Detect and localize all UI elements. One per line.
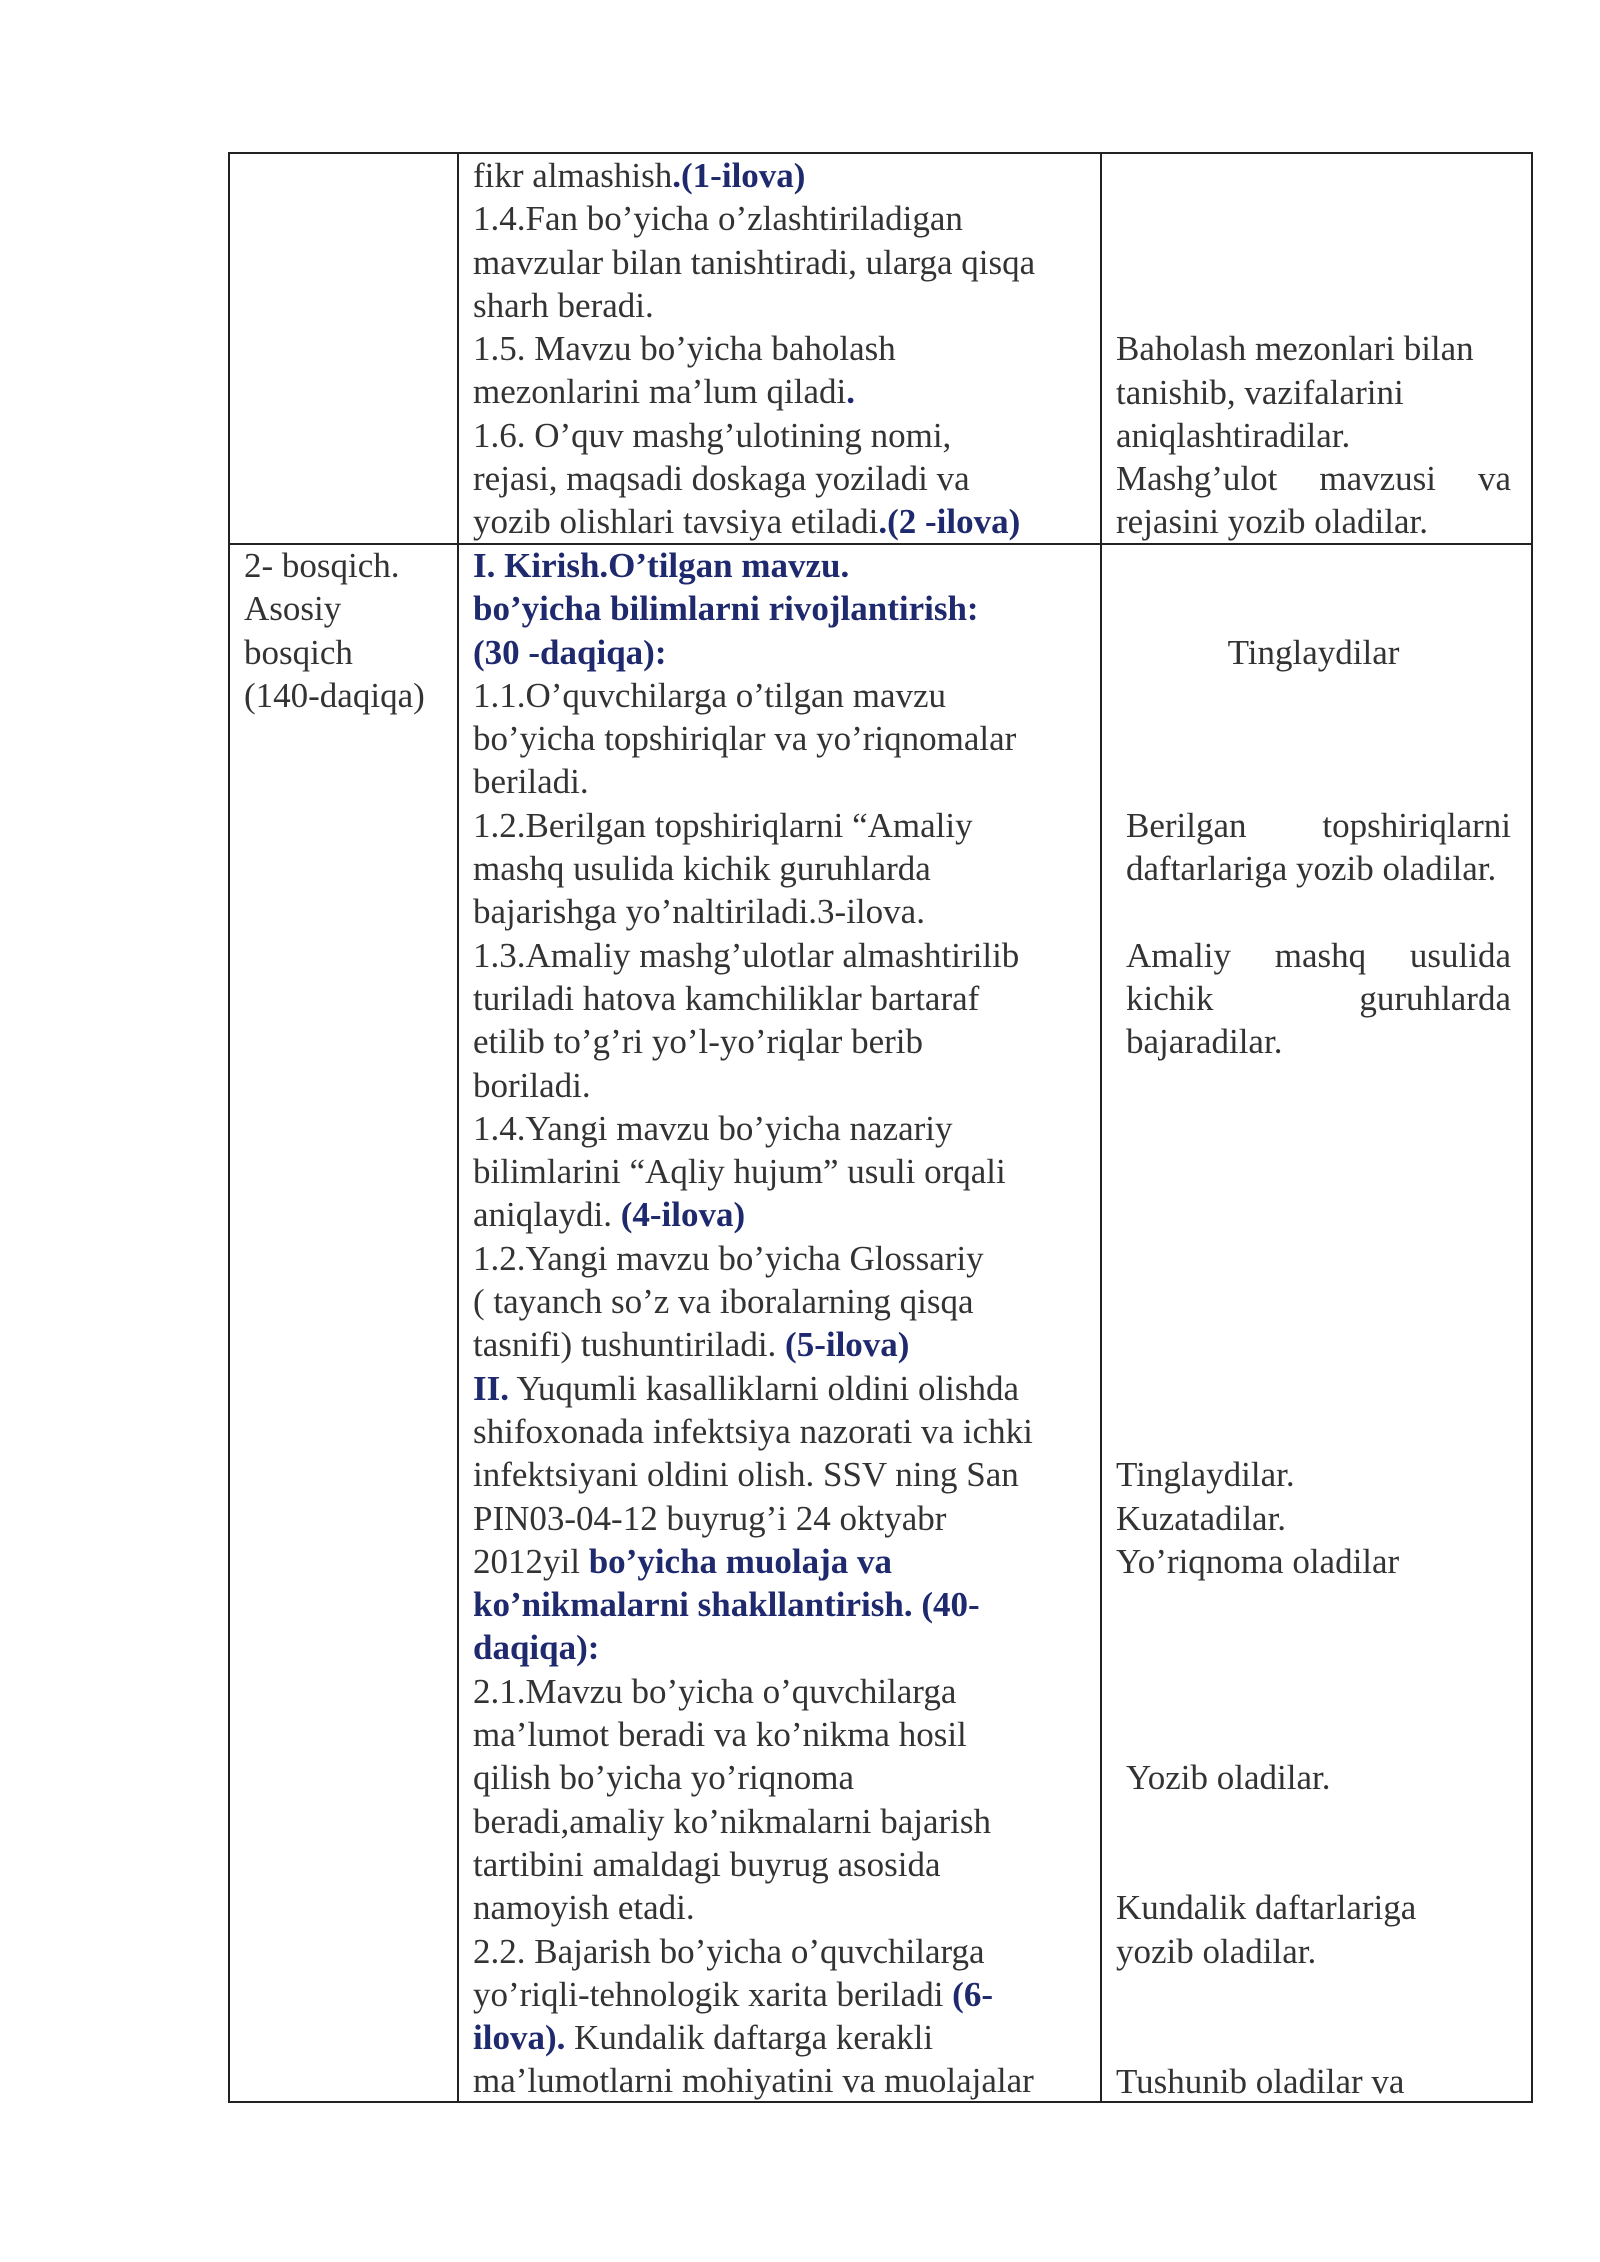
text-line xyxy=(473,1886,1103,1929)
text-line xyxy=(473,241,1103,284)
text: 2012yil xyxy=(473,1541,589,1581)
text: Yuqumli kasalliklarni oldini olishda xyxy=(509,1368,1020,1408)
text-line xyxy=(473,1107,1103,1150)
text-line xyxy=(473,1626,1103,1669)
text: 1.2.Yangi mavzu bo’yicha Glossariy xyxy=(473,1238,984,1278)
activity-text: rejasini yozib oladilar. xyxy=(1116,502,1428,542)
text-line xyxy=(473,1540,1103,1583)
bold-text: bo’yicha bilimlarni rivojlantirish: xyxy=(473,589,979,629)
activity-text: Yo’riqnoma oladilar xyxy=(1116,1541,1400,1581)
text-line xyxy=(473,327,1103,370)
bold-text: I. Kirish.O’tilgan mavzu. xyxy=(473,546,850,585)
bold-text: (6- xyxy=(952,1974,993,2014)
text: yozib olishlari tavsiya etiladi xyxy=(473,502,879,542)
text-line xyxy=(473,1930,1103,1973)
text: fikr almashish xyxy=(473,156,673,195)
text-line xyxy=(473,1064,1103,1107)
text: rejasi, maqsadi doskaga yoziladi va xyxy=(473,459,970,499)
text-line xyxy=(473,1193,1103,1236)
text-line xyxy=(473,890,1103,933)
text-line xyxy=(473,1410,1103,1453)
lesson-plan-table xyxy=(228,152,1533,2103)
text: shifoxonada infektsiya nazorati va ichki xyxy=(473,1411,1033,1451)
text: yo’riqli-tehnologik xarita beriladi xyxy=(473,1974,953,2014)
activity-text: Amaliy mashq usulida xyxy=(1126,935,1511,975)
text-line xyxy=(473,1237,1103,1280)
text-line xyxy=(473,760,1103,803)
text: 1.1.O’quvchilarga o’tilgan mavzu xyxy=(473,675,947,715)
row2-content-cell xyxy=(473,544,1103,2103)
text-line xyxy=(473,2059,1103,2102)
text: namoyish etadi. xyxy=(473,1888,695,1928)
text: mezonlarini ma’lum qiladi xyxy=(473,372,847,412)
text: beradi,amaliy ko’nikmalarni bajarish xyxy=(473,1801,992,1841)
text-line xyxy=(473,370,1103,413)
text: mavzular bilan tanishtiradi, ularga qisqa xyxy=(473,242,1036,282)
bold-text: II. xyxy=(473,1368,509,1408)
text: 1.6. O’quv mashg’ulotining nomi, xyxy=(473,415,952,455)
stage-text-line: (140-daqiqa) xyxy=(244,675,425,715)
text-line xyxy=(473,1756,1103,1799)
text-line xyxy=(473,1453,1103,1496)
text: tasnifi) tushuntiriladi. xyxy=(473,1325,786,1365)
bold-text: (30 -daqiqa): xyxy=(473,632,667,672)
text-line xyxy=(473,1367,1103,1410)
text: 1.2.Berilgan topshiriqlarni “Amaliy xyxy=(473,805,973,845)
text: bajarishga yo’naltiriladi.3-ilova. xyxy=(473,892,925,932)
activity-text: Berilgan topshiriqlarni xyxy=(1126,805,1511,845)
row1-content-cell xyxy=(473,154,1103,544)
text-line xyxy=(473,2016,1103,2059)
text: bo’yicha topshiriqlar va yo’riqnomalar xyxy=(473,719,1017,759)
activity-text: yozib oladilar. xyxy=(1116,1931,1317,1971)
stage-text-line: bosqich xyxy=(244,632,353,672)
text-line xyxy=(473,1583,1103,1626)
text-line xyxy=(473,1280,1103,1323)
activity-text: Kundalik daftarlariga xyxy=(1116,1888,1417,1928)
text: bilimlarini “Aqliy hujum” usuli orqali xyxy=(473,1152,1006,1192)
bold-text: daqiqa): xyxy=(473,1628,600,1668)
text: 1.5. Mavzu bo’yicha baholash xyxy=(473,329,896,369)
bold-text: ilova). xyxy=(473,2018,566,2058)
column-divider-1 xyxy=(457,154,459,2101)
text-line xyxy=(473,1800,1103,1843)
text-line xyxy=(473,154,1103,197)
activity-text: aniqlashtiradilar. xyxy=(1116,415,1351,455)
activity-text: Yozib oladilar. xyxy=(1126,1758,1331,1798)
text-line xyxy=(473,1497,1103,1540)
text: aniqlaydi. xyxy=(473,1195,621,1235)
activity-text: kichik guruhlarda xyxy=(1126,979,1511,1018)
text: 2.2. Bajarish bo’yicha o’quvchilarga xyxy=(473,1931,985,1971)
text-line xyxy=(473,284,1103,327)
activity-text: Tinglaydilar. xyxy=(1116,1455,1295,1495)
bold-text: . xyxy=(846,372,855,412)
text: 1.3.Amaliy mashg’ulotlar almashtirilib xyxy=(473,935,1020,975)
text-line xyxy=(473,717,1103,760)
activity-text: daftarlariga yozib oladilar. xyxy=(1126,849,1497,889)
text-line xyxy=(473,847,1103,890)
text: ( tayanch so’z va iboralarning qisqa xyxy=(473,1282,974,1322)
text: ma’lumot beradi va ko’nikma hosil xyxy=(473,1715,967,1755)
text: mashq usulida kichik guruhlarda xyxy=(473,849,931,889)
text-line xyxy=(473,1020,1103,1063)
text-line xyxy=(473,457,1103,500)
text-line xyxy=(473,1323,1103,1366)
activity-text: Tushunib oladilar va xyxy=(1116,2061,1405,2101)
row2-stage-cell xyxy=(244,544,449,717)
text-line xyxy=(473,544,1103,587)
text: 1.4.Yangi mavzu bo’yicha nazariy xyxy=(473,1108,953,1148)
activity-text: Tinglaydilar xyxy=(1227,632,1400,672)
text: etilib to’g’ri yo’l-yo’riqlar berib xyxy=(473,1022,923,1062)
text: 1.4.Fan bo’yicha o’zlashtiriladigan xyxy=(473,199,963,239)
bold-text: (5-ilova) xyxy=(785,1325,910,1365)
text: PIN03-04-12 buyrug’i 24 oktyabr xyxy=(473,1498,947,1538)
text: beriladi. xyxy=(473,762,589,802)
text-line xyxy=(473,631,1103,674)
text: qilish bo’yicha yo’riqnoma xyxy=(473,1758,855,1798)
text: turiladi hatova kamchiliklar bartaraf xyxy=(473,978,980,1018)
text-line xyxy=(473,1670,1103,1713)
text-line xyxy=(473,804,1103,847)
bold-text: .(2 -ilova) xyxy=(878,502,1021,542)
text: tartibini amaldagi buyrug asosida xyxy=(473,1844,941,1884)
text-line xyxy=(473,500,1103,543)
text-line xyxy=(473,197,1103,240)
bold-text: .(1-ilova) xyxy=(672,156,806,195)
activity-text: Kuzatadilar. xyxy=(1116,1498,1287,1538)
bold-text: bo’yicha muolaja va xyxy=(588,1541,893,1581)
stage-text-line: Asosiy xyxy=(244,589,342,629)
text-line xyxy=(473,674,1103,717)
text-line xyxy=(473,414,1103,457)
activity-text: tanishib, vazifalarini xyxy=(1116,372,1404,412)
text-line xyxy=(473,934,1103,977)
text: sharh beradi. xyxy=(473,285,654,325)
activity-text: Baholash mezonlari bilan xyxy=(1116,329,1474,369)
text: Kundalik daftarga kerakli xyxy=(565,2018,934,2058)
activity-text: Mashg’ulot mavzusi va xyxy=(1116,459,1511,499)
text-line xyxy=(473,977,1103,1020)
text: ma’lumotlarni mohiyatini va muolajalar xyxy=(473,2061,1034,2101)
bold-text: (4-ilova) xyxy=(620,1195,746,1235)
text: 2.1.Mavzu bo’yicha o’quvchilarga xyxy=(473,1671,957,1711)
text: boriladi. xyxy=(473,1065,591,1105)
bold-text: ko’nikmalarni shakllantirish. (40- xyxy=(473,1585,980,1625)
text: infektsiyani oldini olish. SSV ning San xyxy=(473,1455,1019,1495)
activity-text: bajaradilar. xyxy=(1126,1022,1283,1062)
text-line xyxy=(473,1843,1103,1886)
stage-text-line: 2- bosqich. xyxy=(244,546,400,585)
text-line xyxy=(473,587,1103,630)
text-line xyxy=(473,1973,1103,2016)
text-line xyxy=(473,1150,1103,1193)
text-line xyxy=(473,1713,1103,1756)
